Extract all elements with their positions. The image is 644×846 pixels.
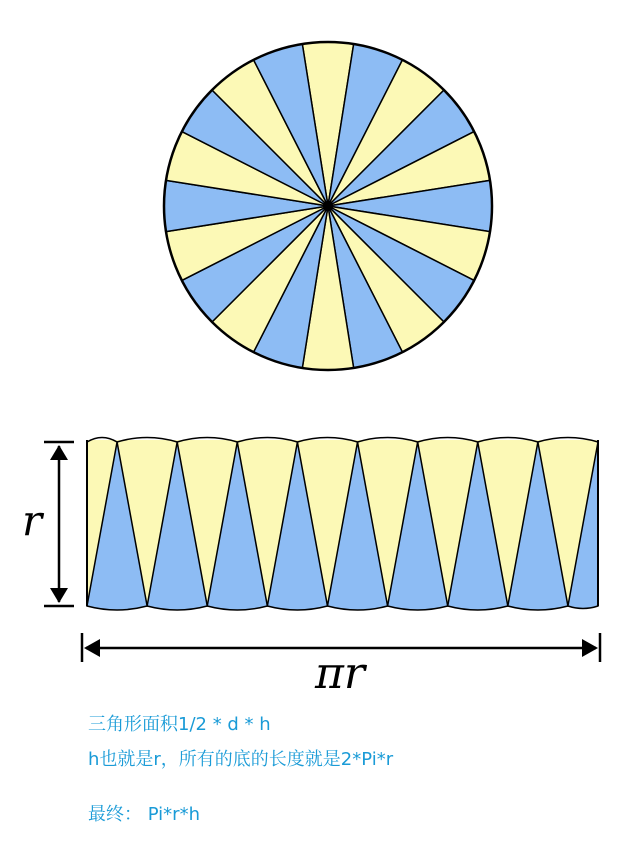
height-arrow <box>44 442 74 606</box>
strip-triangles <box>87 438 598 611</box>
height-label: r <box>22 496 43 545</box>
caption-triangle-area: 三角形面积1/2 * d * h <box>88 714 271 735</box>
caption-final-result: 最终： Pi*r*h <box>88 804 200 825</box>
caption-base-length: h也就是r，所有的底的长度就是2*Pi*r <box>88 749 394 770</box>
circle-center-dot <box>323 201 333 211</box>
width-label: πr <box>315 648 365 699</box>
